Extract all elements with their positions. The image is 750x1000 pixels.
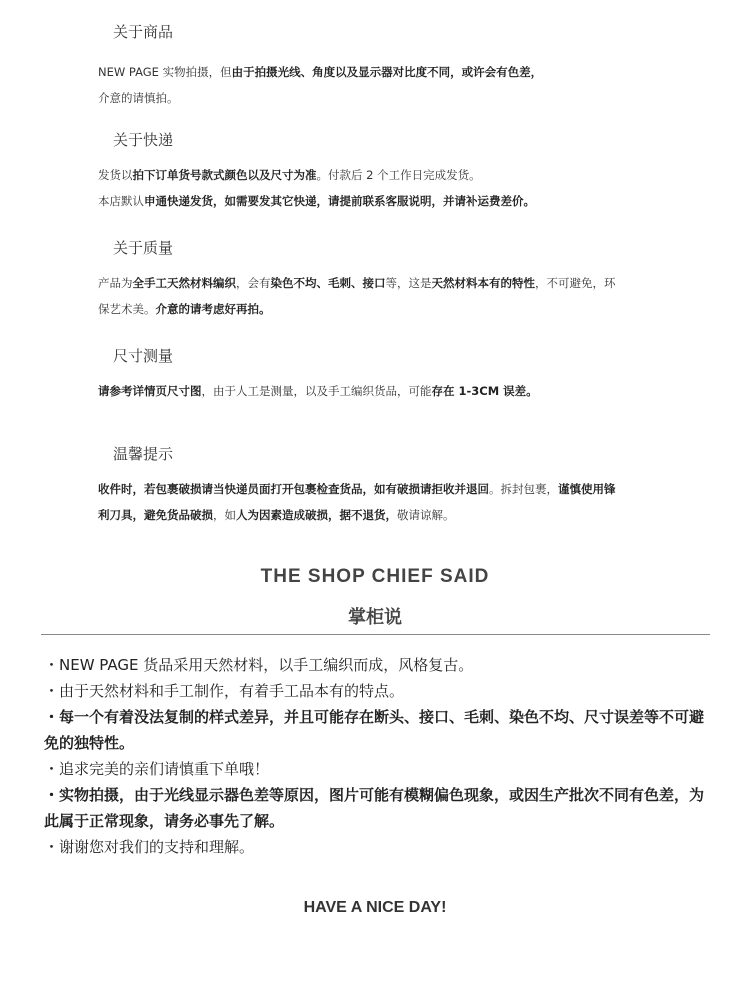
section-title-tips: 温馨提示 bbox=[113, 445, 174, 463]
paragraph-line bbox=[98, 502, 688, 528]
section-body-shipping bbox=[98, 162, 688, 214]
emphasis-text: 谨慎使用锋 bbox=[558, 482, 616, 496]
body-text: 等，这是 bbox=[385, 276, 432, 290]
emphasis-text: 利刀具，避免货品破损 bbox=[98, 508, 213, 522]
emphasis-text: 拍下订单货号款式颜色以及尺寸为准 bbox=[132, 168, 317, 182]
emphasis-text: 由于拍摄光线、角度以及显示器对比度不同，或许会有色差， bbox=[231, 65, 543, 79]
closing-message: HAVE A NICE DAY! bbox=[303, 899, 447, 916]
section-title-quality: 关于质量 bbox=[113, 239, 174, 257]
chief-note-item: ・每一个有着没法复制的样式差异，并且可能存在断头、接口、毛刺、染色不均、尺寸误差等不可避免的独特性。 bbox=[44, 708, 705, 752]
emphasis-text: 请参考详情页尺寸图 bbox=[98, 384, 202, 398]
section-body-product bbox=[98, 59, 688, 111]
section-title-shipping: 关于快递 bbox=[113, 131, 174, 149]
chief-title-chinese: 掌柜说 bbox=[348, 607, 402, 628]
paragraph-line bbox=[98, 188, 688, 214]
body-text: 本店默认 bbox=[98, 194, 144, 208]
body-text: 介意的请慎拍。 bbox=[98, 91, 179, 105]
paragraph-line bbox=[98, 162, 688, 188]
body-text: ，如 bbox=[213, 508, 236, 522]
chief-note-item: ・实物拍摄，由于光线显示器色差等原因，图片可能有模糊偏色现象，或因生产批次不同有色差，为此属于正常现象，请务必事先了解。 bbox=[44, 786, 705, 830]
chief-notes-list bbox=[44, 652, 709, 860]
body-text: 。拆封包裹， bbox=[489, 482, 558, 496]
paragraph-line bbox=[98, 296, 688, 322]
emphasis-text: 介意的请考虑好再拍。 bbox=[155, 302, 271, 316]
body-text: 。付款后 2 个工作日完成发货。 bbox=[316, 168, 481, 182]
paragraph-line bbox=[98, 85, 688, 111]
emphasis-text: 天然材料本有的特性 bbox=[431, 276, 535, 290]
paragraph-line bbox=[98, 476, 688, 502]
chief-note-item: ・由于天然材料和手工制作，有着手工品本有的特点。 bbox=[44, 682, 405, 700]
body-text: 发货以 bbox=[98, 168, 133, 182]
section-title-product: 关于商品 bbox=[113, 23, 174, 41]
emphasis-text: 全手工天然材料编织 bbox=[132, 276, 236, 290]
body-text: ，由于人工是测量，以及手工编织货品，可能 bbox=[201, 384, 432, 398]
emphasis-text: 收件时，若包裹破损请当快递员面打开包裹检查货品，如有破损请拒收并退回 bbox=[98, 482, 489, 496]
body-text: ，不可避免，环 bbox=[535, 276, 616, 290]
body-text: ，会有 bbox=[236, 276, 271, 290]
paragraph-line bbox=[98, 270, 688, 296]
emphasis-text: 申通快递发货，如需要发其它快递，请提前联系客服说明，并请补运费差价。 bbox=[144, 194, 535, 208]
section-body-tips bbox=[98, 476, 688, 528]
body-text: 敬请谅解。 bbox=[397, 508, 455, 522]
chief-title-english: THE SHOP CHIEF SAID bbox=[260, 566, 490, 587]
section-body-size bbox=[98, 378, 688, 404]
emphasis-text: 人为因素造成破损，据不退货， bbox=[236, 508, 397, 522]
chief-note-item: ・追求完美的亲们请慎重下单哦！ bbox=[44, 760, 270, 778]
section-title-size: 尺寸测量 bbox=[113, 347, 174, 365]
paragraph-line bbox=[98, 378, 688, 404]
section-body-quality bbox=[98, 270, 688, 322]
body-text: NEW PAGE 实物拍摄，但 bbox=[98, 65, 232, 79]
paragraph-line bbox=[98, 59, 688, 85]
body-text: 产品为 bbox=[98, 276, 133, 290]
chief-note-item: ・NEW PAGE 货品采用天然材料，以手工编织而成，风格复古。 bbox=[44, 656, 474, 674]
emphasis-text: 染色不均、毛刺、接口 bbox=[270, 276, 386, 290]
body-text: 保艺术美。 bbox=[98, 302, 156, 316]
emphasis-text: 存在 1-3CM 误差。 bbox=[431, 384, 538, 398]
chief-note-item: ・谢谢您对我们的支持和理解。 bbox=[44, 838, 255, 856]
section-divider bbox=[41, 634, 710, 635]
